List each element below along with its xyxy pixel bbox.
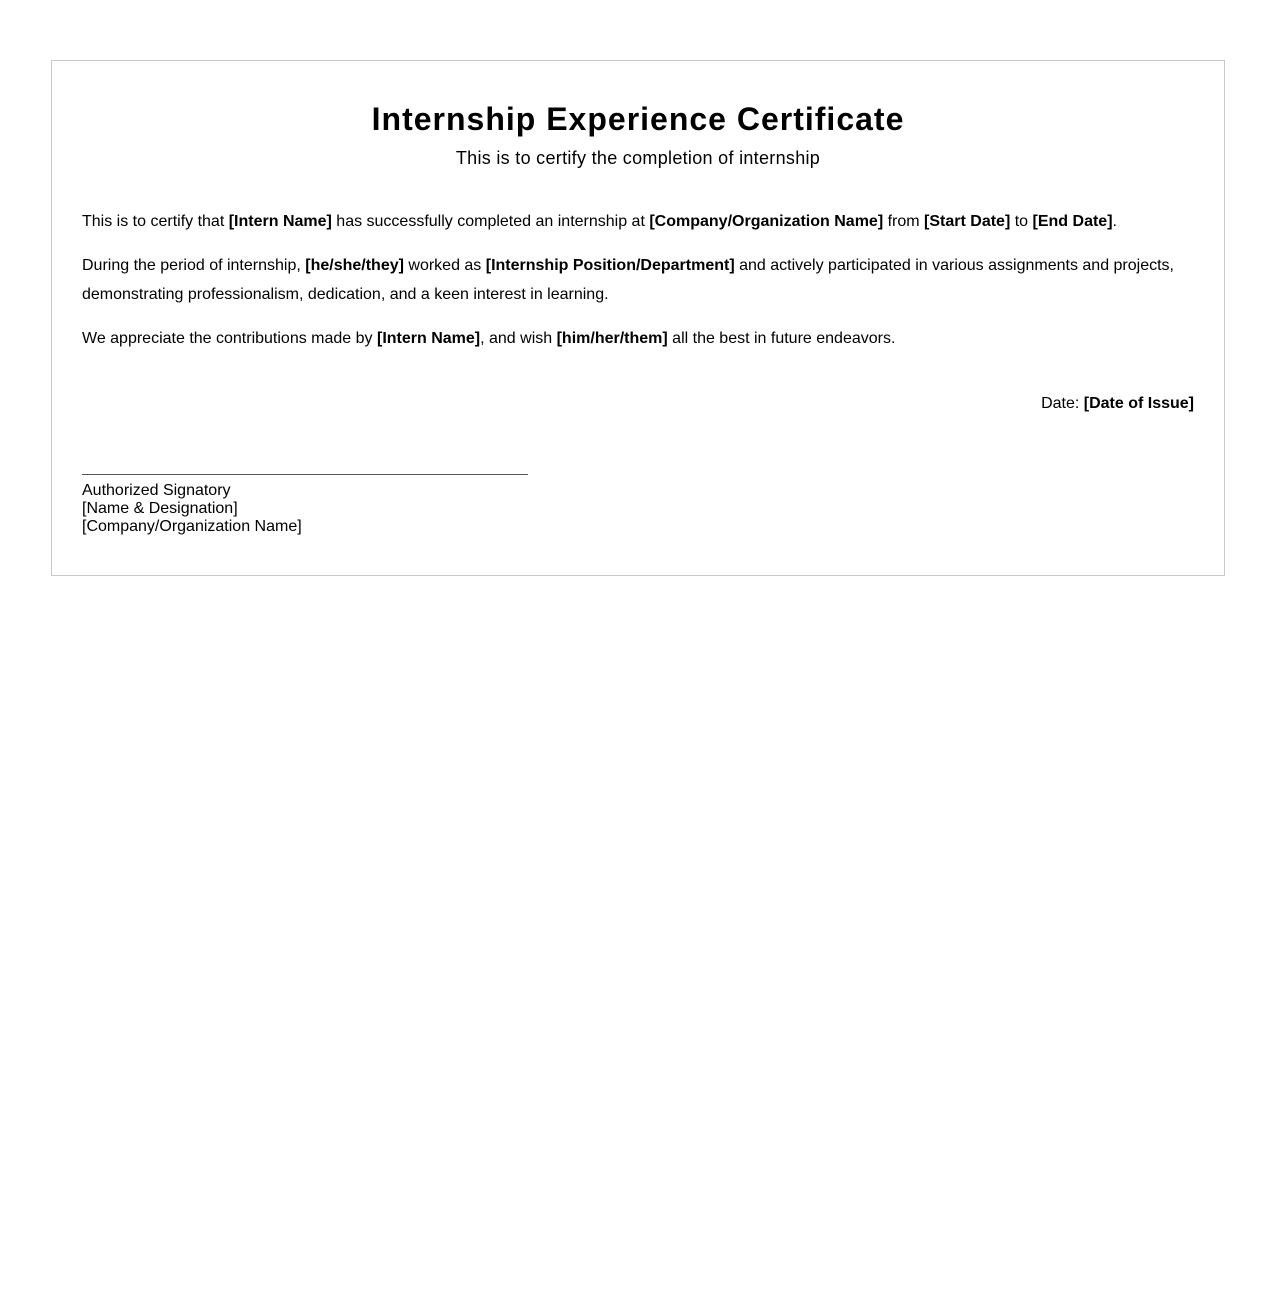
certificate-body [82,207,1194,368]
company-name-placeholder: [Company/Organization Name] [649,213,884,230]
pronoun-placeholder: [he/she/they] [305,257,404,274]
start-date-placeholder: [Start Date] [924,213,1011,230]
text-segment: During the period of internship, [82,257,306,274]
signatory-company: [Company/Organization Name] [82,518,302,535]
signature-line [82,474,528,475]
signature-block [82,482,302,536]
certificate-card [51,60,1225,576]
text-segment: worked as [403,257,486,274]
signatory-title: Authorized Signatory [82,482,231,499]
date-label: Date: [1041,395,1084,412]
paragraph-completion [82,207,1194,236]
object-pronoun-placeholder: [him/her/them] [556,330,668,347]
certificate-subtitle: This is to certify the completion of internship [455,148,821,168]
certificate-title: Internship Experience Certificate [371,101,905,137]
intern-name-placeholder: [Intern Name] [228,213,332,230]
position-placeholder: [Internship Position/Department] [485,257,735,274]
text-segment: all the best in future endeavors. [667,330,896,347]
text-segment: to [1010,213,1033,230]
text-segment: . [1112,213,1117,230]
intern-name-placeholder: [Intern Name] [376,330,481,347]
text-segment: has successfully completed an internship at [331,213,650,230]
end-date-placeholder: [End Date] [1032,213,1113,230]
date-of-issue-placeholder: [Date of Issue] [1083,395,1194,412]
text-segment: from [883,213,925,230]
text-segment: We appreciate the contributions made by [82,330,377,347]
signatory-name-designation: [Name & Designation] [82,500,238,517]
text-segment: , and wish [480,330,557,347]
paragraph-duties [82,251,1194,309]
text-segment: This is to certify that [82,213,229,230]
issue-date [1041,392,1194,416]
text-segment: and actively participated in various assignments and projects, demonstrating professionalism, dedication, and a keen interest in learning. [82,257,1174,303]
paragraph-appreciation [82,324,1194,353]
